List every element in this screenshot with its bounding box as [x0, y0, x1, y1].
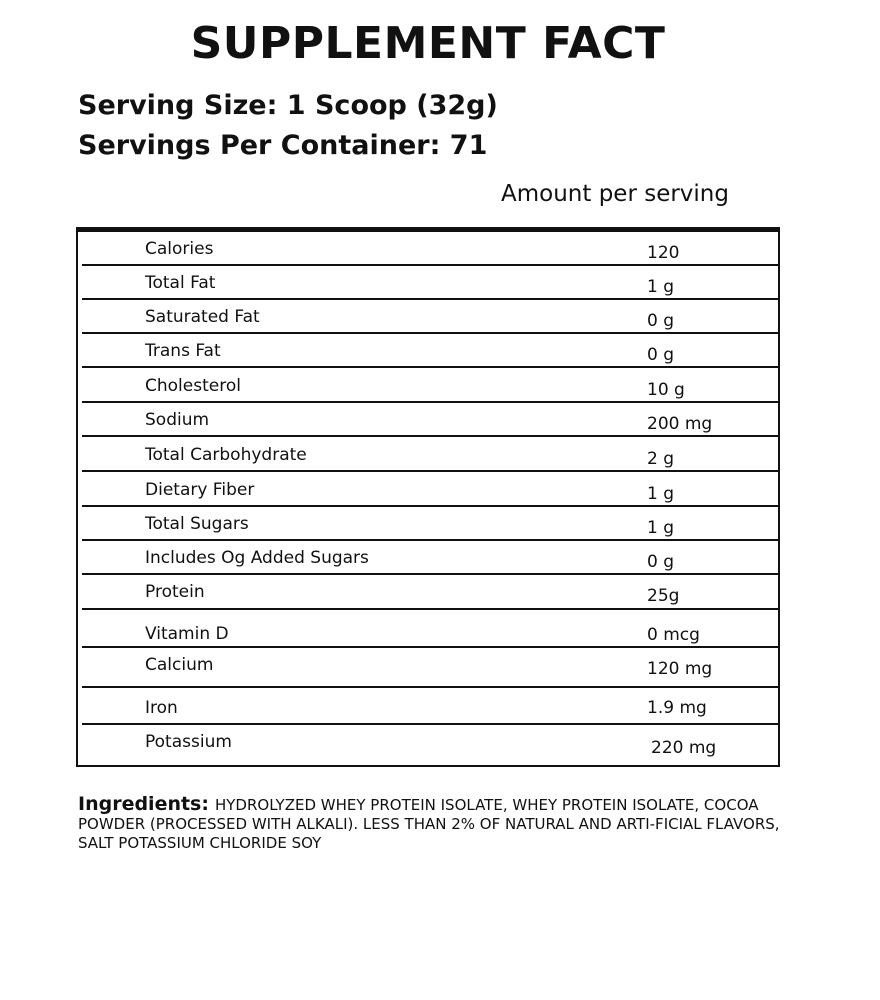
- supplement-facts-table: [76, 227, 780, 767]
- facts-row: [82, 334, 778, 368]
- nutrient-amount: 1 g: [647, 277, 675, 297]
- nutrient-label: Sodium: [145, 410, 210, 430]
- nutrient-amount: 1 g: [647, 484, 675, 504]
- nutrient-amount: 1 g: [647, 518, 675, 538]
- servings-per-container: Servings Per Container: 71: [78, 130, 488, 161]
- facts-row: [82, 300, 778, 334]
- facts-row: [82, 232, 778, 266]
- nutrient-amount: 25g: [647, 586, 680, 606]
- amount-per-serving-header: Amount per serving: [501, 181, 729, 207]
- nutrient-label: Potassium: [145, 732, 232, 752]
- facts-row: [82, 266, 778, 300]
- ingredients-text: HYDROLYZED WHEY PROTEIN ISOLATE, WHEY PROTEIN ISOLATE, COCOA POWDER (PROCESSED WITH ALKALI). LESS THAN 2% OF NATURAL AND ARTI-FICIAL FLAVORS, SALT POTASSIUM CHLORIDE SOY: [78, 796, 780, 852]
- nutrient-label: Cholesterol: [145, 376, 241, 396]
- nutrient-amount: 0 g: [647, 552, 675, 572]
- nutrient-label: Trans Fat: [145, 341, 221, 361]
- nutrient-amount: 10 g: [647, 380, 685, 400]
- nutrient-label: Calories: [145, 239, 214, 259]
- nutrient-amount: 1.9 mg: [647, 698, 707, 718]
- nutrient-label: Total Sugars: [145, 514, 249, 534]
- nutrient-amount: 0 g: [647, 345, 675, 365]
- nutrient-amount: 0 g: [647, 311, 675, 331]
- facts-row: [82, 473, 778, 507]
- nutrient-label: Vitamin D: [145, 624, 229, 644]
- facts-row: [82, 507, 778, 541]
- nutrient-amount: 2 g: [647, 449, 675, 469]
- serving-size: Serving Size: 1 Scoop (32g): [78, 90, 498, 121]
- nutrient-label: Iron: [145, 698, 178, 718]
- facts-row: [82, 369, 778, 403]
- facts-row: [82, 648, 778, 688]
- nutrient-label: Total Carbohydrate: [145, 445, 307, 465]
- nutrient-label: Calcium: [145, 655, 214, 675]
- row-divider: [82, 366, 780, 368]
- nutrient-label: Dietary Fiber: [145, 480, 255, 500]
- nutrient-label: Saturated Fat: [145, 307, 260, 327]
- nutrient-amount: 220 mg: [651, 738, 717, 758]
- nutrient-amount: 200 mg: [647, 414, 713, 434]
- facts-row: [82, 575, 778, 610]
- facts-row: [82, 541, 778, 575]
- row-divider: [82, 435, 780, 437]
- facts-row: [82, 610, 778, 648]
- nutrient-label: Protein: [145, 582, 205, 602]
- nutrient-amount: 0 mcg: [647, 625, 700, 645]
- nutrient-label: Total Fat: [145, 273, 216, 293]
- row-divider: [82, 470, 780, 472]
- nutrient-label: Includes Og Added Sugars: [145, 548, 369, 568]
- page-title: SUPPLEMENT FACT: [190, 18, 666, 69]
- facts-row: [82, 403, 778, 437]
- nutrient-amount: 120 mg: [647, 659, 713, 679]
- facts-row: [82, 725, 778, 765]
- ingredients-label: Ingredients:: [78, 793, 209, 815]
- facts-row: [82, 438, 778, 472]
- ingredients-section: [78, 795, 798, 853]
- nutrient-amount: 120: [647, 243, 680, 263]
- facts-row: [82, 688, 778, 725]
